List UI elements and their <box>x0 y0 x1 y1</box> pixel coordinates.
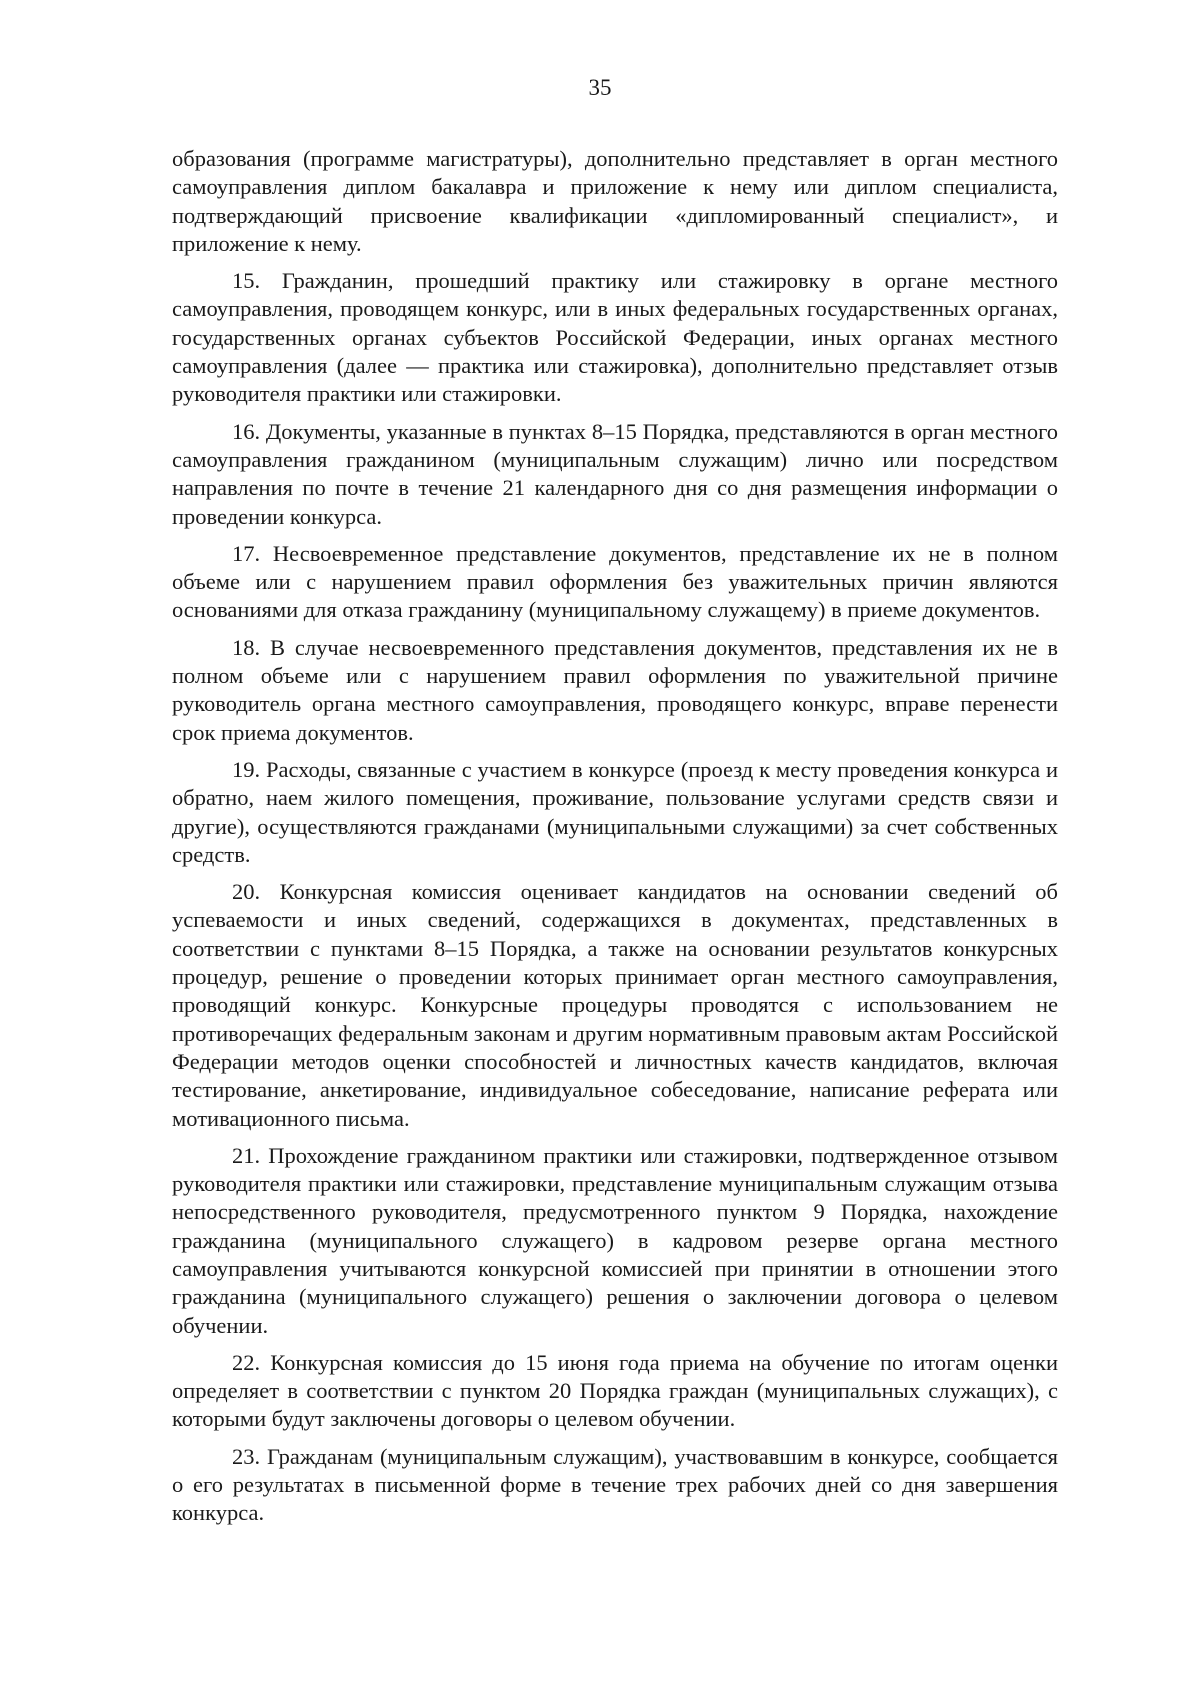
page-number: 35 <box>588 75 612 100</box>
paragraph-continuation: образования (программе магистратуры), дополнительно представляет в орган местного самоуправления диплом бакалавра и приложение к нему или диплом специалиста, подтверждающий присвоение квалификации «дипломированный специалист», и приложение к нему. <box>172 146 1058 256</box>
paragraph-19: 19. Расходы, связанные с участием в конкурсе (проезд к месту проведения конкурса и обратно, наем жилого помещения, проживание, пользование услугами средств связи и другие), осуществляются гражданами (муниципальными служащими) за счет собственных средств. <box>172 756 1058 867</box>
paragraph-18: 18. В случае несвоевременного представления документов, представления их не в полном объеме или с нарушением правил оформления по уважительной причине руководитель органа местного самоуправления, проводящего конкурс, вправе перенести срок приема документов. <box>172 634 1058 745</box>
paragraph-16: 16. Документы, указанные в пунктах 8–15 Порядка, представляются в орган местного самоуправления гражданином (муниципальным служащим) лично или посредством направления по почте в течение 21 календарного дня со дня размещения информации о проведении конкурса. <box>172 418 1058 529</box>
document-body <box>172 145 1058 1528</box>
paragraph-21: 21. Прохождение гражданином практики или стажировки, подтвержденное отзывом руководителя практики или стажировки, представление муниципальным служащим отзыва непосредственного руководителя, предусмотренного пунктом 9 Порядка, нахождение гражданина (муниципального служащего) в кадровом резерве органа местного самоуправления учитываются конкурсной комиссией при принятии в отношении этого гражданина (муниципального служащего) решения о заключении договора о целевом обучении. <box>172 1142 1058 1338</box>
paragraph-23: 23. Гражданам (муниципальным служащим), участвовавшим в конкурсе, сообщается о его результатах в письменной форме в течение трех рабочих дней со дня завершения конкурса. <box>172 1443 1058 1526</box>
paragraph-22: 22. Конкурсная комиссия до 15 июня года приема на обучение по итогам оценки определяет в соответствии с пунктом 20 Порядка граждан (муниципальных служащих), с которыми будут заключены договоры о целевом обучении. <box>172 1349 1058 1432</box>
paragraph-17: 17. Несвоевременное представление документов, представление их не в полном объеме или с нарушением правил оформления без уважительных причин являются основаниями для отказа гражданину (муниципальному служащему) в приеме документов. <box>172 540 1058 623</box>
paragraph-15: 15. Гражданин, прошедший практику или стажировку в органе местного самоуправления, проводящем конкурс, или в иных федеральных государственных органах, государственных органах субъектов Российской Федерации, иных органах местного самоуправления (далее — практика или стажировка), дополнительно представляет отзыв руководителя практики или стажировки. <box>172 268 1058 407</box>
paragraph-20: 20. Конкурсная комиссия оценивает кандидатов на основании сведений об успеваемости и иных сведений, содержащихся в документах, представленных в соответствии с пунктами 8–15 Порядка, а также на основании результатов конкурсных процедур, решение о проведении которых принимает орган местного самоуправления, проводящий конкурс. Конкурсные процедуры проводятся с использованием не противоречащих федеральным законам и другим нормативным правовым актам Российской Федерации методов оценки способностей и личностных качеств кандидатов, включая тестирование, анкетирование, индивидуальное собеседование, написание реферата или мотивационного письма. <box>172 879 1058 1131</box>
